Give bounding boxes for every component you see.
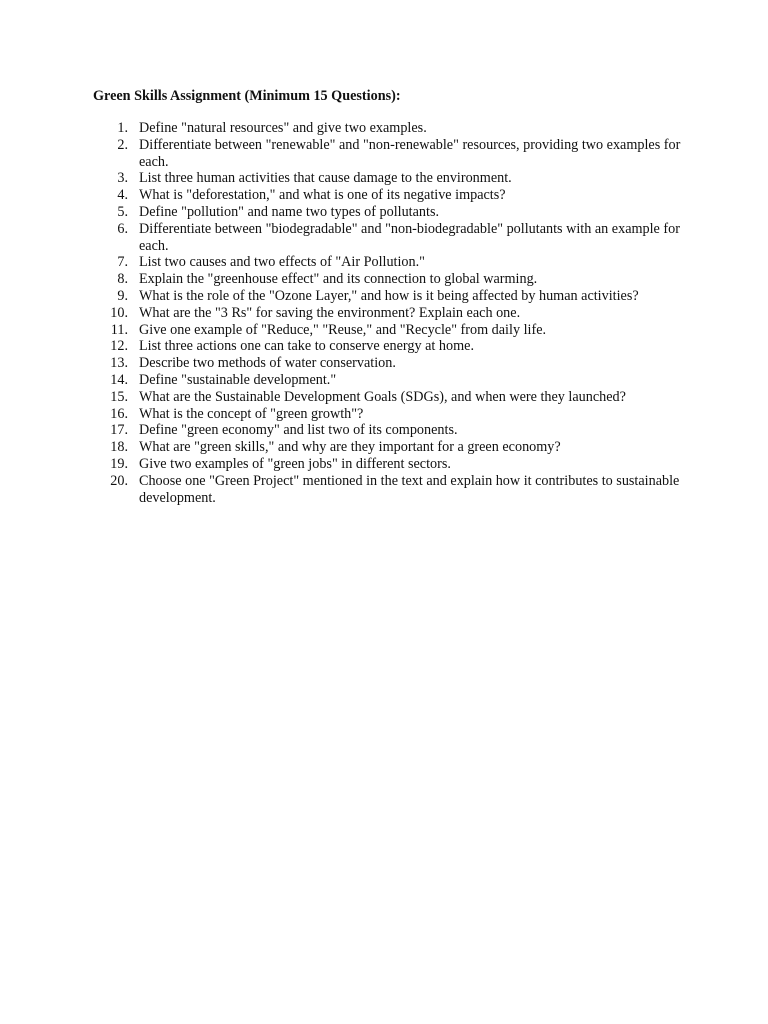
question-item (93, 389, 683, 406)
question-text: Give one example of "Reduce," "Reuse," and "Recycle" from daily life. (139, 321, 547, 338)
question-number: 16. (110, 405, 128, 422)
question-item (93, 322, 683, 339)
question-number: 13. (110, 355, 128, 372)
question-list (93, 120, 683, 506)
question-item (93, 305, 683, 322)
question-item (93, 204, 683, 221)
question-number: 1. (117, 120, 128, 136)
question-text: List two causes and two effects of "Air Pollution." (139, 254, 425, 271)
question-number: 10. (110, 304, 128, 321)
question-item (93, 338, 683, 355)
question-number: 14. (110, 371, 128, 388)
question-item (93, 372, 683, 389)
question-item (93, 406, 683, 423)
question-text: List three actions one can take to conserve energy at home. (139, 338, 474, 355)
question-number: 8. (117, 271, 128, 288)
question-item (93, 473, 683, 507)
question-item (93, 355, 683, 372)
assignment-heading: Green Skills Assignment (Minimum 15 Questions): (93, 88, 401, 104)
question-number: 5. (117, 203, 128, 220)
question-item (93, 187, 683, 204)
question-text: What is the concept of "green growth"? (139, 405, 364, 422)
question-item (93, 221, 683, 255)
question-text: What are the "3 Rs" for saving the environment? Explain each one. (139, 304, 521, 321)
question-text: Differentiate between "biodegradable" and "non-biodegradable" pollutants with an example for each. (139, 220, 680, 254)
question-number: 19. (110, 455, 128, 472)
question-item (93, 456, 683, 473)
question-item (93, 271, 683, 288)
question-number: 3. (117, 170, 128, 187)
question-text: Define "pollution" and name two types of pollutants. (139, 203, 440, 220)
question-number: 17. (110, 422, 128, 439)
question-item (93, 120, 683, 137)
question-text: Differentiate between "renewable" and "non-renewable" resources, providing two examples for each. (139, 136, 681, 170)
question-number: 20. (110, 472, 128, 489)
question-text: Choose one "Green Project" mentioned in the text and explain how it contributes to sustainable development. (139, 472, 680, 506)
question-text: What is "deforestation," and what is one of its negative impacts? (139, 187, 506, 204)
question-text: What is the role of the "Ozone Layer," and how is it being affected by human activities? (139, 287, 639, 304)
question-text: List three human activities that cause damage to the environment. (139, 170, 512, 187)
question-text: Define "natural resources" and give two examples. (139, 120, 427, 136)
question-number: 11. (110, 321, 128, 338)
question-item (93, 254, 683, 271)
question-text: Define "green economy" and list two of its components. (139, 422, 458, 439)
question-number: 12. (110, 338, 128, 355)
question-text: Give two examples of "green jobs" in different sectors. (139, 455, 451, 472)
question-item (93, 422, 683, 439)
question-item (93, 439, 683, 456)
question-text: What are "green skills," and why are they important for a green economy? (139, 439, 561, 456)
question-number: 6. (117, 220, 128, 237)
question-number: 9. (117, 287, 128, 304)
question-number: 15. (110, 388, 128, 405)
question-number: 4. (117, 187, 128, 204)
question-text: Describe two methods of water conservation. (139, 355, 396, 372)
question-text: Explain the "greenhouse effect" and its connection to global warming. (139, 271, 538, 288)
question-item (93, 137, 683, 171)
question-number: 7. (117, 254, 128, 271)
question-item (93, 288, 683, 305)
question-item (93, 170, 683, 187)
question-text: What are the Sustainable Development Goals (SDGs), and when were they launched? (139, 388, 626, 405)
question-number: 2. (117, 136, 128, 153)
question-text: Define "sustainable development." (139, 371, 337, 388)
question-number: 18. (110, 439, 128, 456)
